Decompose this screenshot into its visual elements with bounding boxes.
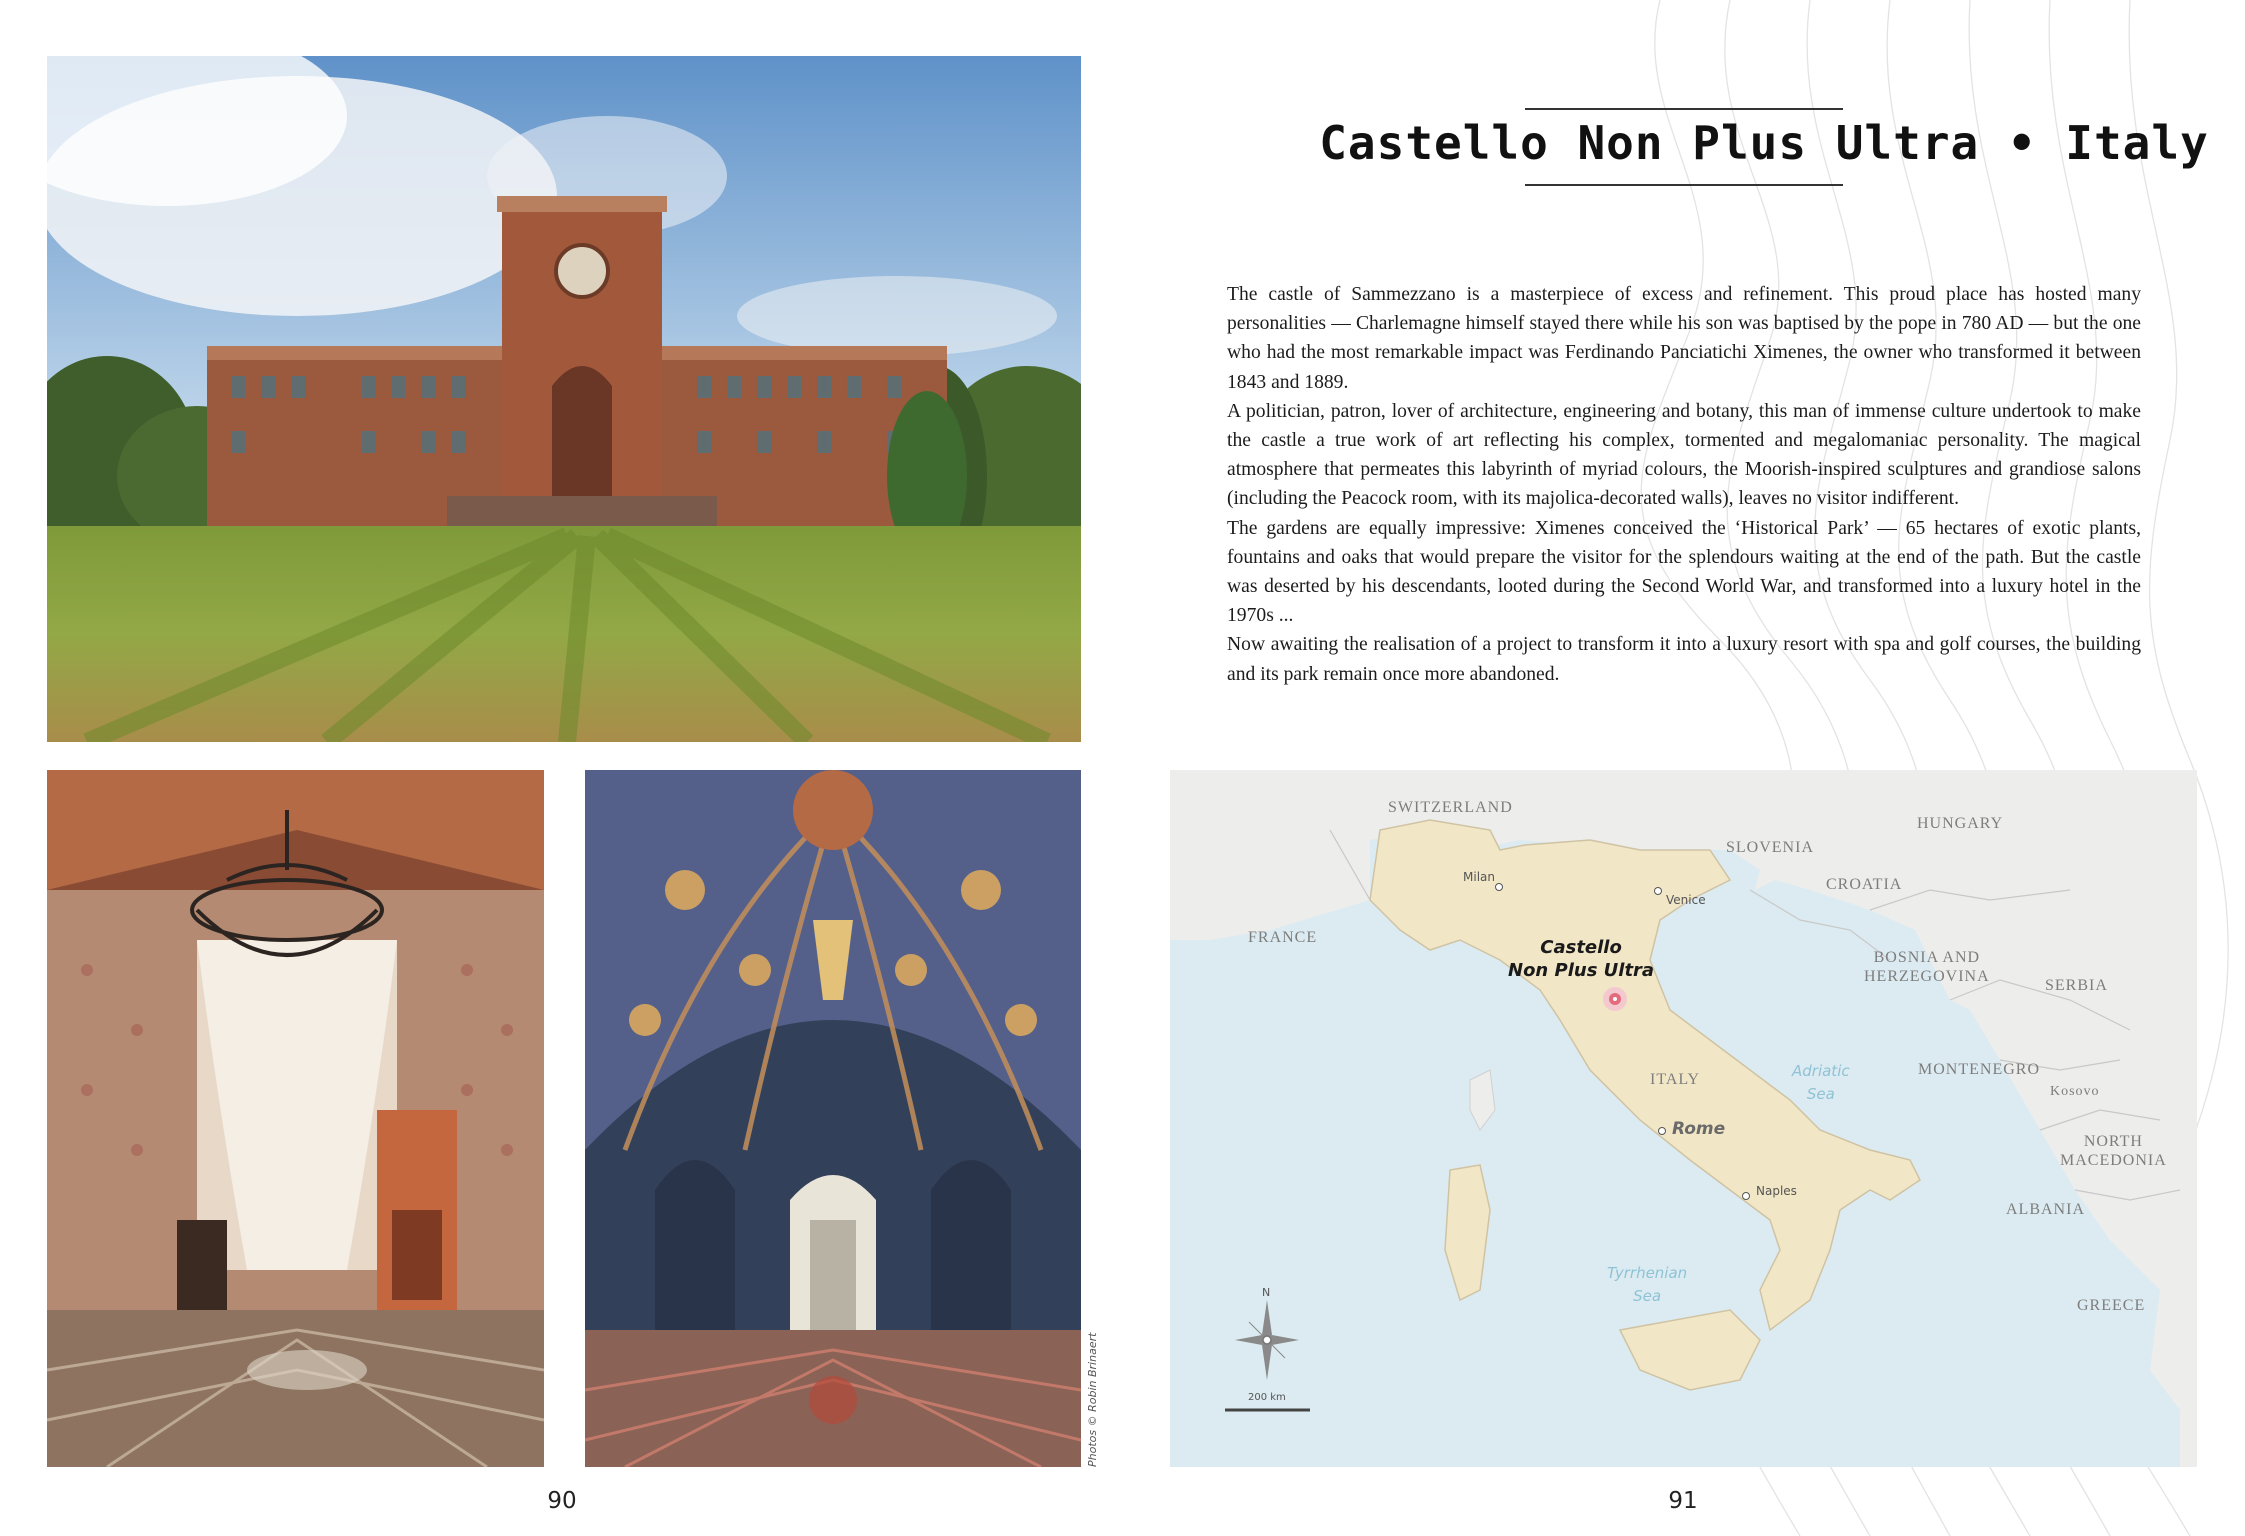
sea-label [1607, 1262, 1687, 1308]
page-number-left: 90 [547, 1488, 577, 1514]
sea-label-line: Adriatic [1792, 1062, 1850, 1080]
city-label: Naples [1756, 1184, 1797, 1198]
country-label: FRANCE [1248, 929, 1318, 946]
city-dot [1742, 1192, 1750, 1200]
country-label: ALBANIA [2006, 1201, 2085, 1218]
castle-label-line: Non Plus Ultra [1508, 960, 1655, 981]
location-pin-icon [1603, 987, 1627, 1011]
location-map [1170, 770, 2197, 1467]
paragraph: Now awaiting the realisation of a project to transform it into a luxury resort with spa and golf courses, the building and its park remain once more abandoned. [1227, 634, 2141, 685]
paragraph: The castle of Sammezzano is a masterpiece of excess and refinement. This proud place has hosted many personalities — Charlemagne himself stayed there while his son was baptised by the pope in 780 AD — but the one who had the most remarkable impact was Ferdinando Panciatichi Ximenes, the owner who transformed it between 1843 and 1889. [1227, 284, 2141, 393]
compass-north-label: N [1262, 1286, 1271, 1299]
city-dot [1654, 887, 1662, 895]
country-label: SLOVENIA [1726, 839, 1814, 856]
country-label: SERBIA [2045, 977, 2108, 994]
country-label-line: MACEDONIA [2060, 1152, 2167, 1169]
sea-label-line: Sea [1806, 1085, 1835, 1103]
paragraph: A politician, patron, lover of architecture, engineering and botany, this man of immense culture undertook to make the castle a true work of art reflecting his complex, tormented and megalomaniac personality. The magical atmosphere that permeates this labyrinth of myriad colours, the Moorish-inspired sculptures and grandiose salons (including the Peacock room, with its majolica-decorated walls), leaves no visitor indifferent. [1227, 400, 2141, 510]
castle-exterior-photo [47, 56, 1081, 742]
sea-label-line: Tyrrhenian [1607, 1264, 1688, 1282]
country-label-line: NORTH [2083, 1133, 2143, 1150]
country-label-line: BOSNIA AND [1873, 949, 1981, 966]
castle-label-line: Castello [1540, 937, 1622, 958]
city-label: Milan [1463, 870, 1495, 884]
sea-label [1792, 1060, 1850, 1106]
country-label: HUNGARY [1917, 815, 2004, 832]
country-label: MONTENEGRO [1918, 1061, 2040, 1078]
country-label: SWITZERLAND [1388, 799, 1513, 816]
country-label: Kosovo [2050, 1084, 2100, 1099]
title-rule-top [1525, 108, 1843, 110]
country-label: CROATIA [1826, 876, 1903, 893]
city-label: Venice [1666, 893, 1706, 907]
city-dot [1658, 1127, 1666, 1135]
article-body [1227, 280, 2141, 689]
country-label: GREECE [2077, 1297, 2146, 1314]
country-label [2060, 1132, 2167, 1170]
castle-bedroom-photo [47, 770, 544, 1467]
scale-label: 200 km [1248, 1392, 1286, 1403]
peacock-room-photo [585, 770, 1081, 1467]
city-label: Rome [1672, 1119, 1726, 1139]
paragraph: The gardens are equally impressive: Ximenes conceived the ‘Historical Park’ — 65 hectares of exotic plants, fountains and oaks that would prepare the visitor for the splendours waiting at the end of the path. But the castle was deserted by his descendants, looted during the Second World War, and transformed into a luxury hotel in the 1970s ... [1227, 517, 2141, 627]
country-label [1864, 948, 1990, 986]
castle-location-label [1508, 936, 1654, 982]
country-label: ITALY [1650, 1071, 1701, 1088]
city-dot [1495, 883, 1503, 891]
sea-label-line: Sea [1633, 1287, 1662, 1305]
title-rule-bottom [1525, 184, 1843, 186]
country-label-line: HERZEGOVINA [1864, 968, 1990, 985]
page-title: Castello Non Plus Ultra • Italy [1319, 116, 2209, 170]
page-number-right: 91 [1668, 1488, 1698, 1514]
photo-credit: Photos © Robin Brinaert [1086, 1332, 1099, 1467]
